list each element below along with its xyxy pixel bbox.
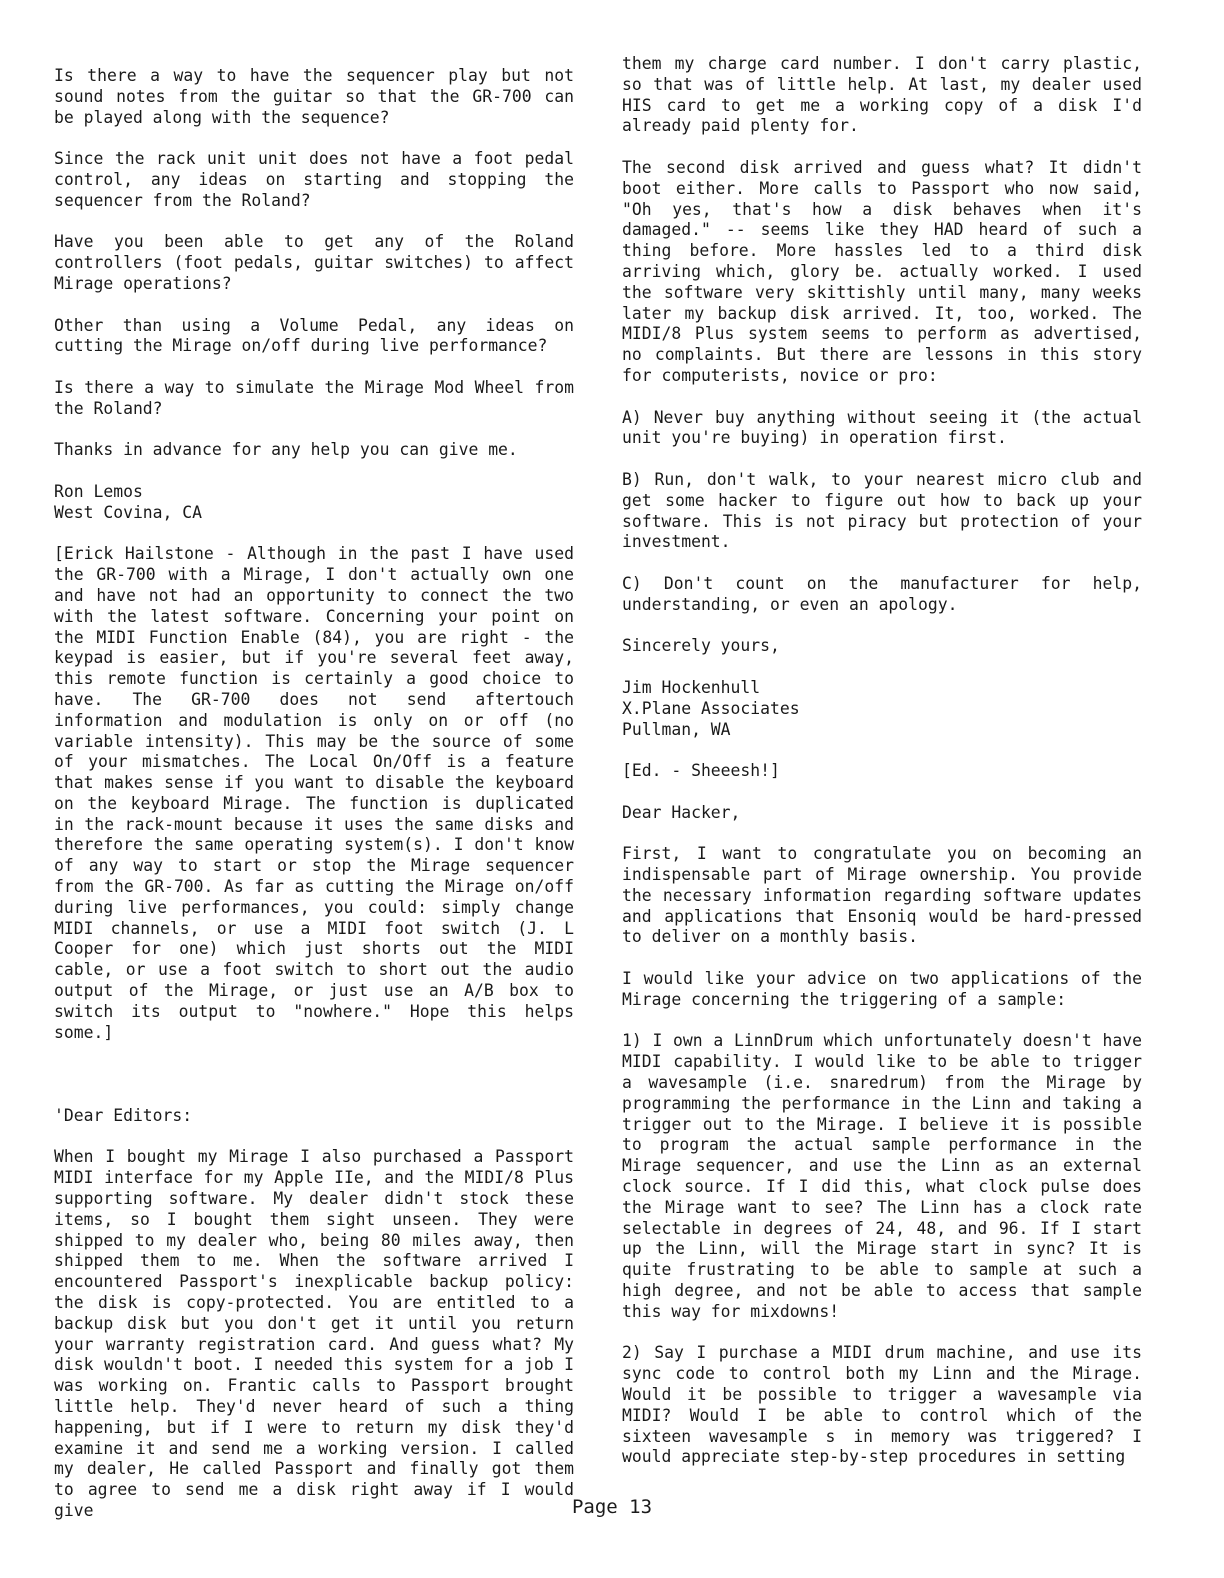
lesson-b: B) Run, don't walk, to your nearest micro club and get some hacker to figure out how to back up your software. This is not piracy but protection of your investment. <box>622 469 1142 552</box>
section-gap <box>54 1064 574 1106</box>
question-sequencer: Is there a way to have the sequencer play but not sound notes from the guitar so that the GR-700 can be played along with the sequence? <box>54 66 574 127</box>
question-mod-wheel: Is there a way to simulate the Mirage Mod Wheel from the Roland? <box>54 377 574 418</box>
letter-passport-paragraph: When I bought my Mirage I also purchased a Passport MIDI interface for my Apple IIe, and the MIDI/8 Plus supporting software. My dealer didn't stock these items, so I bought them sight unseen. They were shipped to my dealer who, being 80 miles away, then shipped them to me. When the software arrived I encountered Passport's inexplicable backup policy: the disk is copy-protected. You are entitled to a backup disk but you don't get it until you return your warranty registration card. And guess what? My disk wouldn't boot. I needed this system for a job I was working on. Frantic calls to Passport brought little help. They'd never heard of such a thing happening, but if I were to return my disk they'd examine it and send me a working version. I called my dealer, He called Passport and finally got them to agree to send me a disk right away if I would give <box>54 1147 574 1520</box>
salutation-dear-hacker: Dear Hacker, <box>622 802 741 822</box>
lesson-c: C) Don't count on the manufacturer for help, understanding, or even an apology. <box>622 573 1142 614</box>
question-controllers: Have you been able to get any of the Roland controllers (foot pedals, guitar switches) to affect Mirage operations? <box>54 232 574 293</box>
letter-passport-continued: them my charge card number. I don't carry plastic, so that was of little help. At last, my dealer used HIS card to get me a working copy of a disk I'd already paid plenty for. <box>622 54 1142 136</box>
salutation-dear-editors: 'Dear Editors: <box>54 1105 193 1125</box>
question-foot-pedal: Since the rack unit unit does not have a foot pedal control, any ideas on starting and stopping the sequencer from the Roland? <box>54 149 574 210</box>
right-column <box>622 54 1142 1489</box>
editor-note: [Ed. - Sheeesh!] <box>622 761 780 781</box>
closing-sincerely: Sincerely yours, <box>622 636 780 656</box>
letter-hacker-request: I would like your advice on two applications of the Mirage concerning the triggering of a sample: <box>622 969 1142 1009</box>
letter-hacker-linndrum: 1) I own a LinnDrum which unfortunately doesn't have MIDI capability. I would like to be able to trigger a wavesample (i.e. snaredrum) from the Mirage by programming the performance in the Linn and taking a trigger out to the Mirage. I believe it is possible to program the actual sample performance in the Mirage sequencer, and use the Linn as an external clock source. If I did this, what clock pulse does the Mirage want to see? The Linn has a clock rate selectable in degrees of 24, 48, and 96. If I start up the Linn, will the Mirage start in sync? It is quite frustrating to be able to sample at such a high degree, and not be able to access that sample this way for mixdowns! <box>622 1031 1142 1321</box>
letter-hacker-midi-drum: 2) Say I purchase a MIDI drum machine, and use its sync code to control both my Linn and the Mirage. Would it be possible to trigger a wavesample via MIDI? Would I be able to control which of the sixteen wavesample s in memory was triggered? I would appreciate step-by-step procedures in setting <box>622 1343 1142 1467</box>
signature-ron-lemos: Ron Lemos West Covina, CA <box>54 481 203 522</box>
left-column <box>54 66 574 1543</box>
signature-jim-hockenhull: Jim Hockenhull X.Plane Associates Pullman, WA <box>622 677 800 739</box>
question-volume-pedal: Other than using a Volume Pedal, any ideas on cutting the Mirage on/off during live performance? <box>54 315 574 356</box>
letter-second-disk: The second disk arrived and guess what? It didn't boot either. More calls to Passport who now said, "Oh yes, that's how a disk behaves when it's damaged." -- seems like they HAD heard of such a thing before. More hassles led to a third disk arriving which, glory be. actually worked. I used the software very skittishly until many, many weeks later my backup disk arrived. It, too, worked. The MIDI/8 Plus system seems to perform as advertised, no complaints. But there are lessons in this story for computerists, novice or pro: <box>622 157 1142 385</box>
thanks-line: Thanks in advance for any help you can give me. <box>54 440 518 460</box>
lesson-a: A) Never buy anything without seeing it (the actual unit you're buying) in operation first. <box>622 407 1142 448</box>
page-number: Page 13 <box>571 1496 653 1518</box>
reply-erick-hailstone: [Erick Hailstone - Although in the past I have used the GR-700 with a Mirage, I don't actually own one and have not had an opportunity to connect the two with the latest software. Concerning your point on the MIDI Function Enable (84), you are right - the keypad is easier, but if you're several feet away, this remote function is certainly a good choice to have. The GR-700 does not send aftertouch information and modulation is only on or off (no variable intensity). This may be the source of some of your mismatches. The Local On/Off is a feature that makes sense if you want to disable the keyboard on the keyboard Mirage. The function is duplicated in the rack-mount because it uses the same disks and therefore the same operating system(s). I don't know of any way to start or stop the Mirage sequencer from the GR-700. As far as cutting the Mirage on/off during live performances, you could: simply change MIDI channels, or use a MIDI foot switch (J. L Cooper for one) which just shorts out the MIDI cable, or use a foot switch to short out the audio output of the Mirage, or just use an A/B box to switch its output to "nowhere." Hope this helps some.] <box>54 544 574 1042</box>
letter-hacker-intro: First, I want to congratulate you on becoming an indispensable part of Mirage ownership. You provide the necessary information regarding software updates and applications that Ensoniq would be hard-pressed to deliver on a monthly basis. <box>622 844 1142 947</box>
